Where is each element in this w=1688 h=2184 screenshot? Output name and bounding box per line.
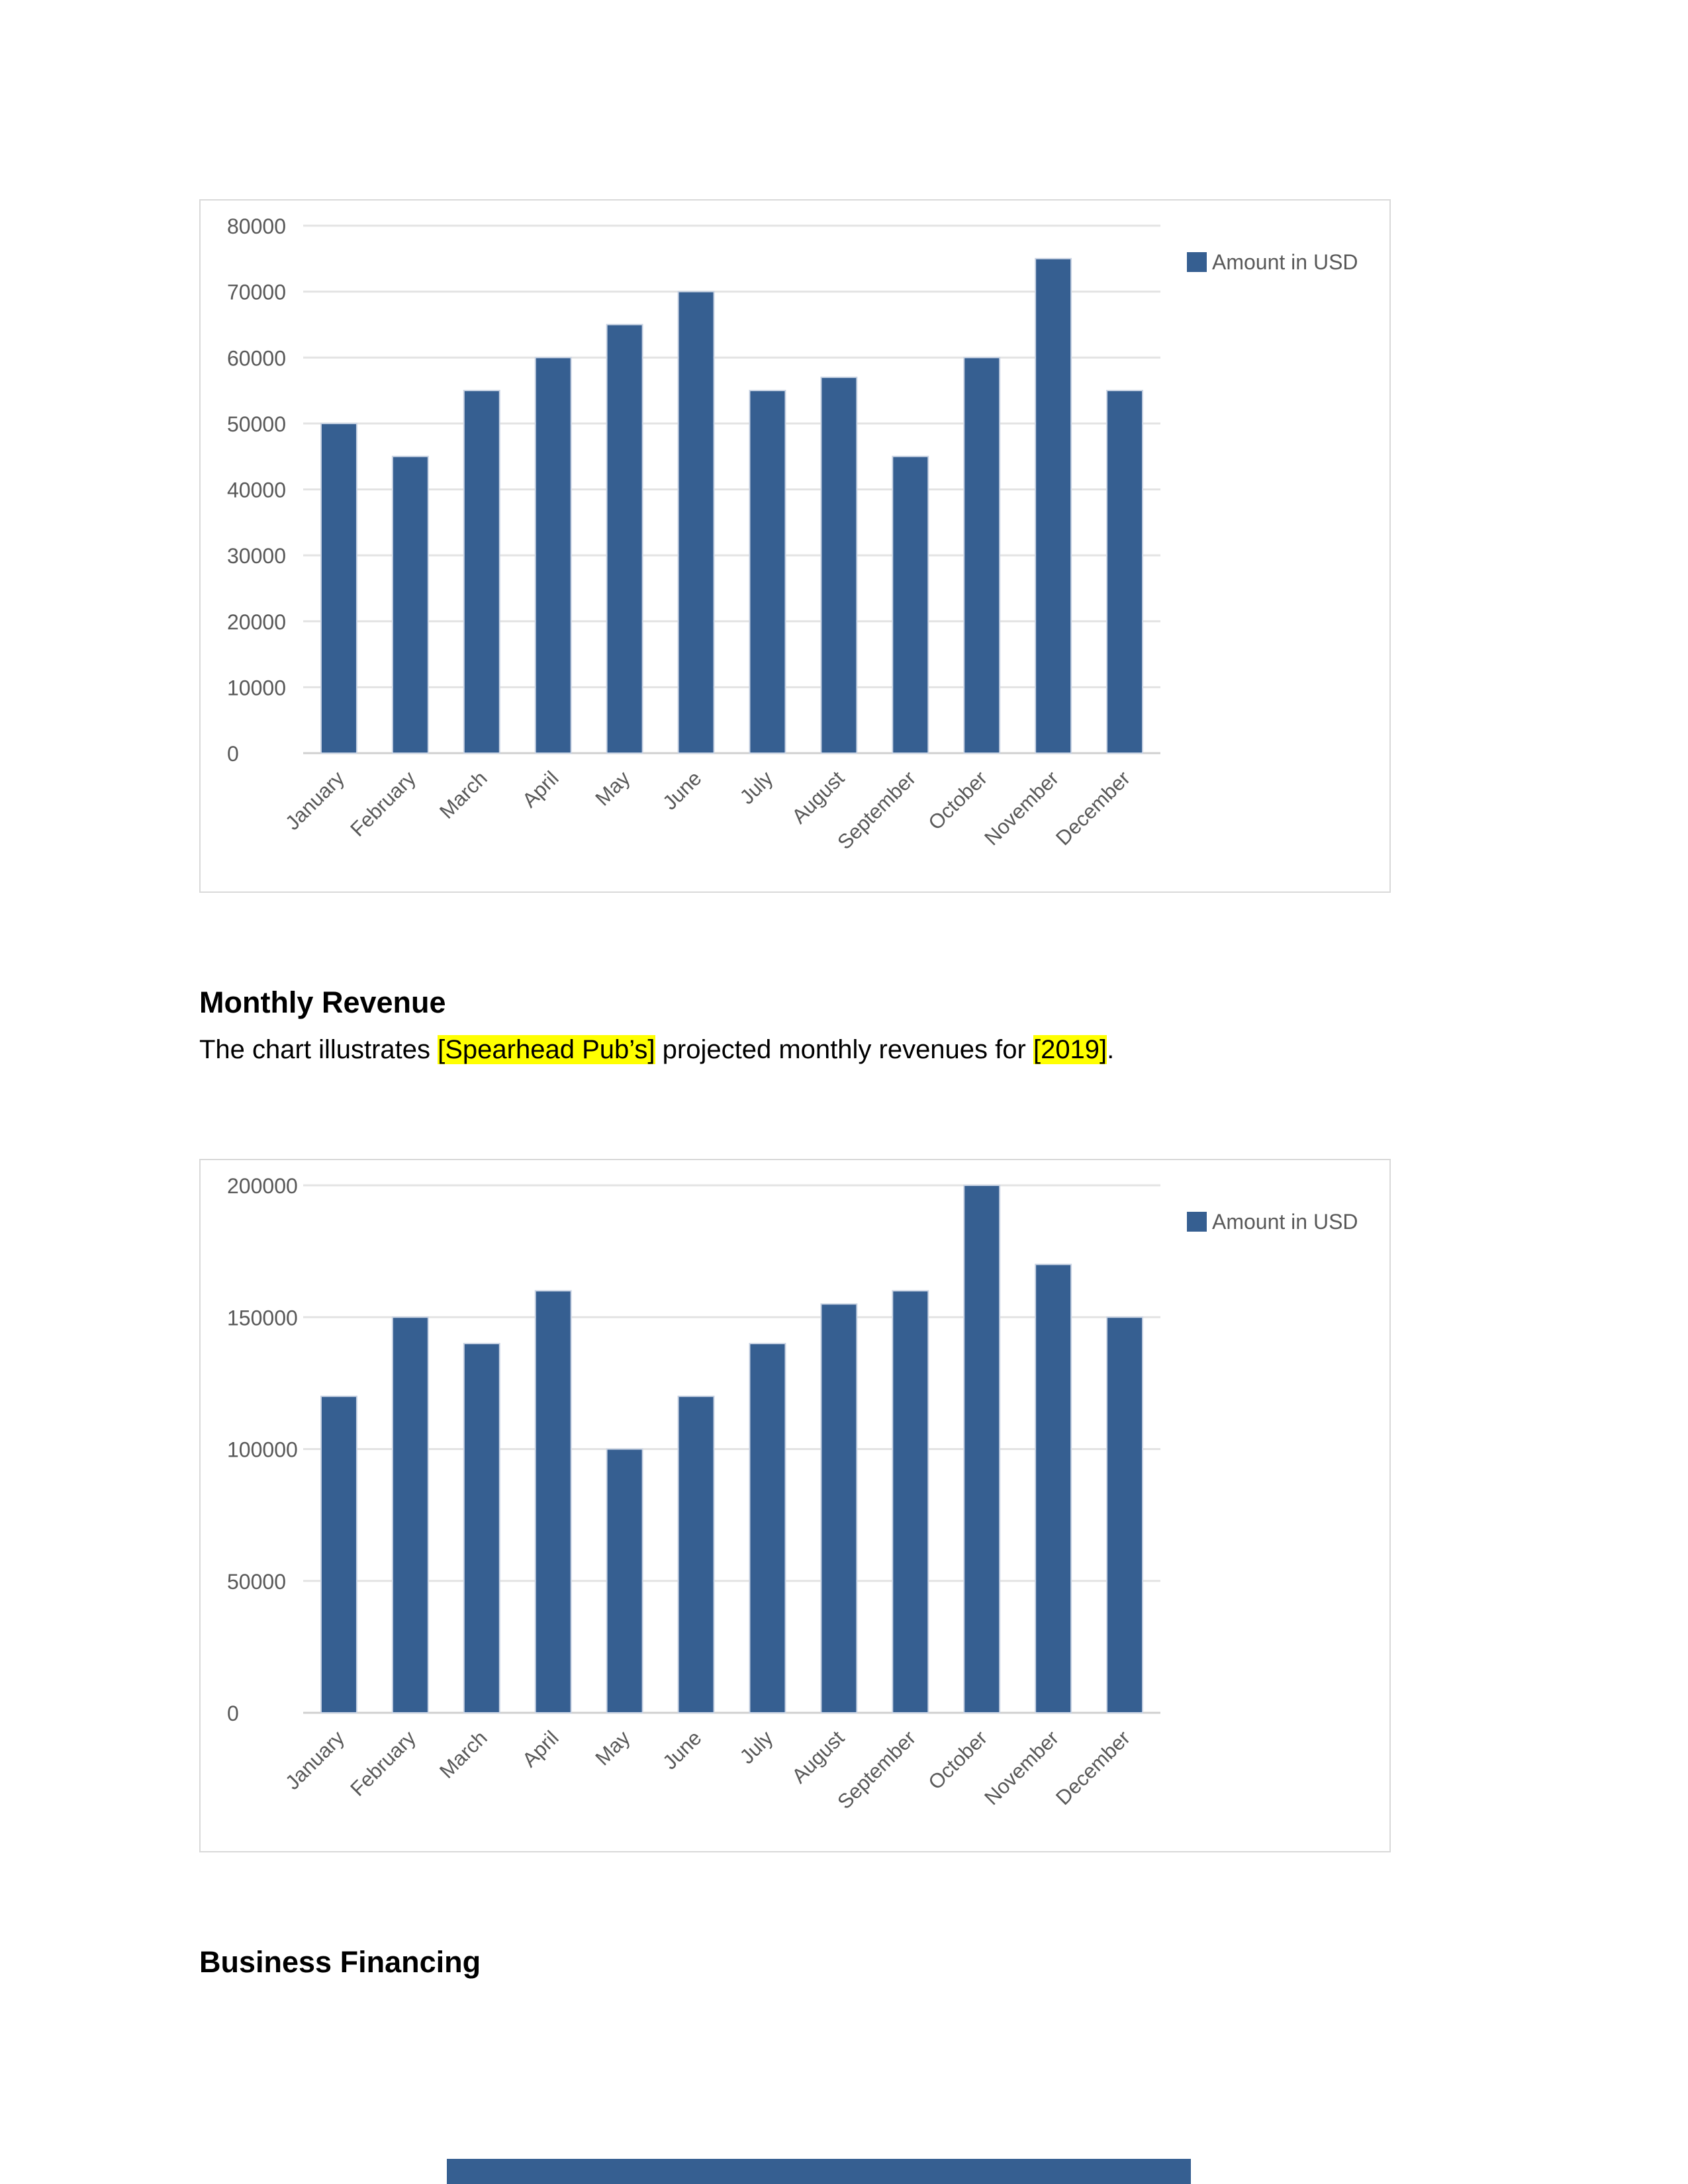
text-after: .: [1107, 1035, 1115, 1064]
chart1-x-tick-label: April: [518, 766, 563, 812]
highlight-business-name: [Spearhead Pub’s]: [438, 1035, 655, 1064]
chart1-x-tick-label: February: [346, 766, 420, 841]
chart2-x-tick-label: September: [833, 1726, 921, 1814]
chart2-bar-october: [964, 1185, 1000, 1713]
chart1-y-tick-label: 40000: [227, 478, 286, 502]
chart2-bar-march: [464, 1343, 500, 1713]
chart2-legend-swatch: [1187, 1212, 1207, 1232]
chart2-bar-december: [1107, 1317, 1143, 1713]
chart2-y-tick-label: 0: [227, 1702, 239, 1725]
chart1-bar-march: [464, 390, 500, 753]
chart1-x-tick-label: July: [735, 766, 778, 809]
chart2-bar-february: [393, 1317, 428, 1713]
chart2-bar-june: [679, 1396, 714, 1713]
chart2-bar-january: [321, 1396, 357, 1713]
chart1-bar-august: [821, 377, 857, 753]
chart1-legend-label: Amount in USD: [1212, 250, 1358, 274]
chart2-y-tick-label: 150000: [227, 1306, 298, 1330]
chart2-bar-november: [1035, 1265, 1071, 1713]
chart2-x-tick-label: April: [518, 1726, 563, 1772]
heading-monthly-revenue: Monthly Revenue: [199, 985, 446, 1019]
chart1-x-tick-label: May: [590, 766, 635, 811]
chart2-y-tick-label: 50000: [227, 1569, 286, 1594]
chart1-y-tick-label: 20000: [227, 610, 286, 634]
chart1-x-tick-label: September: [833, 766, 921, 854]
chart1-x-tick-label: December: [1051, 766, 1135, 850]
chart1-y-tick-label: 70000: [227, 280, 286, 304]
chart2-y-tick-label: 200000: [227, 1174, 298, 1198]
chart2-x-tick-label: November: [980, 1726, 1064, 1810]
chart1-x-tick-label: June: [658, 766, 706, 815]
chart1-bar-may: [607, 324, 643, 753]
chart-expenses: [199, 199, 1391, 893]
chart-revenue: [199, 1159, 1391, 1852]
chart2-x-tick-label: February: [346, 1726, 420, 1801]
chart2-x-tick-label: March: [435, 1726, 492, 1783]
chart1-bar-july: [749, 390, 785, 753]
chart2-x-tick-label: January: [281, 1726, 349, 1794]
chart1-x-tick-label: October: [923, 766, 992, 835]
text-before: The chart illustrates: [199, 1035, 438, 1064]
chart1-y-tick-label: 60000: [227, 346, 286, 371]
chart1-y-tick-label: 80000: [227, 214, 286, 238]
chart2-x-tick-label: June: [658, 1726, 706, 1774]
chart1-bar-june: [679, 292, 714, 753]
chart1-x-tick-label: March: [435, 766, 492, 823]
text-middle: projected monthly revenues for: [655, 1035, 1033, 1064]
chart1-y-tick-label: 30000: [227, 544, 286, 569]
chart-revenue-svg: [201, 1160, 1392, 1854]
chart1-bar-april: [536, 357, 571, 753]
chart2-y-tick-label: 100000: [227, 1437, 298, 1462]
chart-expenses-svg: [201, 201, 1392, 894]
chart1-x-tick-label: January: [281, 766, 349, 835]
chart2-legend-label: Amount in USD: [1212, 1210, 1358, 1234]
chart2-x-tick-label: May: [590, 1726, 635, 1770]
chart2-x-tick-label: July: [735, 1726, 778, 1768]
heading-business-financing: Business Financing: [199, 1945, 481, 1979]
chart1-bar-january: [321, 424, 357, 753]
chart2-bar-july: [749, 1343, 785, 1713]
chart1-legend-swatch: [1187, 252, 1207, 272]
chart1-bar-february: [393, 457, 428, 753]
chart1-x-tick-label: August: [787, 766, 849, 829]
chart1-bar-september: [892, 457, 928, 753]
chart2-bar-september: [892, 1291, 928, 1713]
chart1-bar-october: [964, 357, 1000, 753]
highlight-year: [2019]: [1033, 1035, 1107, 1064]
chart2-x-tick-label: October: [923, 1726, 992, 1794]
chart1-y-tick-label: 0: [227, 742, 239, 766]
chart1-x-tick-label: November: [980, 766, 1064, 850]
revenue-description: [199, 1032, 1114, 1067]
chart2-bar-may: [607, 1449, 643, 1713]
chart2-x-tick-label: August: [787, 1726, 849, 1788]
chart2-bar-august: [821, 1304, 857, 1713]
chart1-y-tick-label: 50000: [227, 412, 286, 436]
chart1-y-tick-label: 10000: [227, 676, 286, 700]
chart2-bar-april: [536, 1291, 571, 1713]
chart1-bar-november: [1035, 259, 1071, 753]
chart2-x-tick-label: December: [1051, 1726, 1135, 1810]
chart1-bar-december: [1107, 390, 1143, 753]
table-header-bar: [447, 2159, 1191, 2184]
